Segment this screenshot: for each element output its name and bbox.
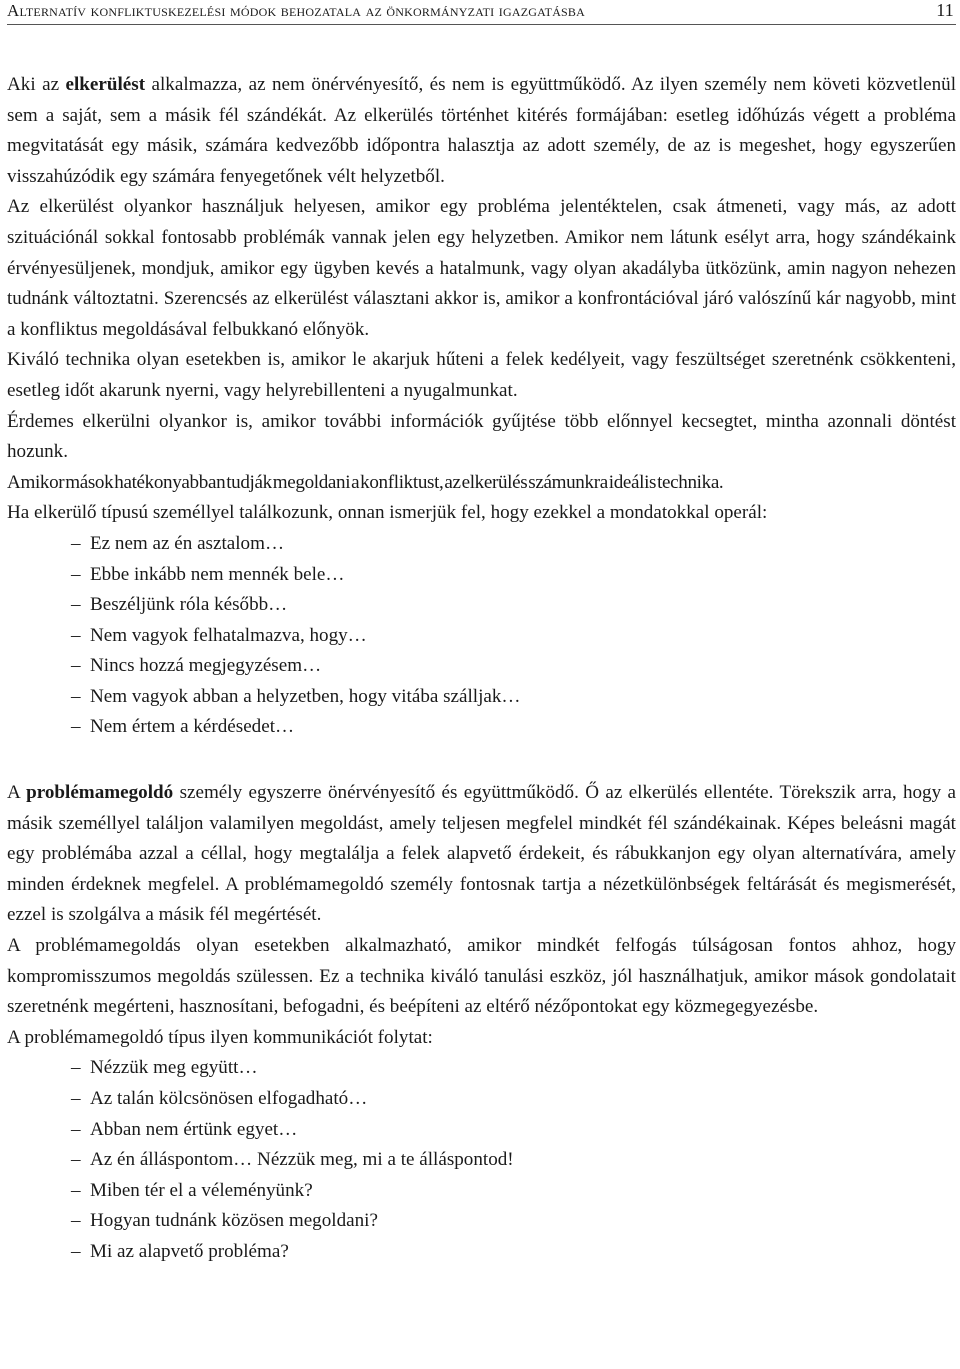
paragraph-avoidance-info: Érdemes elkerülni olyankor is, amikor további információk gyűjtése több előnnyel kecsegtet, mintha azonnali döntést hozunk. — [7, 410, 956, 463]
paragraph-avoidance-intro: Aki az elkerülést alkalmazza, az nem önérvényesítő, és nem is együttműködő. Az ilyen személy nem követi közvetlenül sem a saját, sem a másik fél szándékát. Az elkerülés történhet kitérés formájában: esetleg időhúzás végett a probléma megvitatását egy másik, számára kedvezőbb időpontra halasztja az adott személy, de az is megeshet, hogy egyszerűen visszahúzódik egy számára fenyegetőnek vélt helyzetből. — [7, 74, 957, 187]
list-item: – Abban nem értünk egyet… — [7, 1115, 956, 1146]
paragraph-avoidance-when: Az elkerülést olyankor használjuk helyesen, amikor egy probléma jelentéktelen, csak átmeneti, vagy más, az adott szituációnál sokkal fontosabb problémák vannak jelen egy helyzetben. Amikor nem látunk esélyt arra, hogy szándékaink érvényesüljenek, mondjuk, amikor egy ügyben kevés a hatalmunk, vagy olyan akadályba ütközünk, amin nagyon nehezen tudnánk változtatni. Szerencsés az elkerülést választani akkor is, amikor a konfrontációval járó valószínű kár nagyobb, mint a konfliktus megoldásával felbukkanó előnyök. — [7, 196, 956, 340]
paragraph-avoidance-others: Amikor mások hatékonyabban tudják megoldani a konfliktust, az elkerülés számunkra ideális technika. — [7, 471, 724, 493]
paragraph-avoidance-recognize: Ha elkerülő típusú személlyel találkozunk, onnan ismerjük fel, hogy ezekkel a mondatokkal operál: — [7, 502, 768, 524]
list-item: – Az én álláspontom… Nézzük meg, mi a te álláspontod! — [7, 1145, 956, 1176]
list-item: – Nézzük meg együtt… — [7, 1053, 956, 1084]
list-item: – Hogyan tudnánk közösen megoldani? — [7, 1206, 956, 1237]
list-item: – Nem értem a kérdésedet… — [7, 712, 956, 743]
header-rule — [7, 24, 956, 25]
list-item: – Ez nem az én asztalom… — [7, 529, 956, 560]
term-avoidance: elkerülést — [65, 74, 146, 95]
term-problem-solver: problémamegoldó — [26, 782, 174, 804]
list-item: – Ebbe inkább nem mennék bele… — [7, 560, 956, 591]
page-number: 11 — [936, 0, 954, 20]
paragraph-problem-solver-communication: A problémamegoldó típus ilyen kommunikációt folytat: — [7, 1026, 433, 1048]
avoidance-phrase-list — [7, 529, 956, 743]
running-header — [7, 0, 954, 22]
list-item: – Miben tér el a véleményünk? — [7, 1176, 956, 1207]
list-item: – Mi az alapvető probléma? — [7, 1237, 956, 1268]
problem-solver-phrase-list — [7, 1053, 956, 1267]
list-item: – Nem vagyok felhatalmazva, hogy… — [7, 621, 956, 652]
list-item: – Nincs hozzá megjegyzésem… — [7, 651, 956, 682]
header-title: Alternatív konfliktuskezelési módok behozatala az önkormányzati igazgatásba — [7, 1, 586, 20]
paragraph-problem-solver-intro: A problémamegoldó személy egyszerre önérvényesítő és együttműködő. Ő az elkerülés ellentéte. Törekszik arra, hogy a másik személlyel találjon valamilyen megoldást, amely teljesen megfelel mindkét fél szándékainak. Képes beleásni magát egy problémába azzal a céllal, hogy megtalálja a felek alapvető érdekeit, és rábukkanjon egy olyan alternatívára, amely minden érdeknek megfelel. A problémamegoldó személy fontosnak tartja a nézetkülönbségek feltárását és megismerését, ezzel is szolgálva a másik fél megértését. — [7, 782, 956, 926]
list-item: – Beszéljünk róla később… — [7, 590, 956, 621]
list-item: – Nem vagyok abban a helyzetben, hogy vitába szálljak… — [7, 682, 956, 713]
list-item: – Az talán kölcsönösen elfogadható… — [7, 1084, 956, 1115]
page-body — [7, 70, 956, 1268]
paragraph-avoidance-technique: Kiváló technika olyan esetekben is, amikor le akarjuk hűteni a felek kedélyeit, vagy feszültséget szeretnénk csökkenteni, esetleg időt akarunk nyerni, vagy helyrebillenteni a nyugalmunkat. — [7, 349, 956, 401]
section-gap — [7, 743, 956, 778]
paragraph-problem-solving-when: A problémamegoldás olyan esetekben alkalmazható, amikor mindkét felfogás túlságosan fontos ahhoz, hogy kompromisszumos megoldás szülessen. Ez a technika kiváló tanulási eszköz, jól használhatjuk, amikor mások gondolatait szeretnénk megérteni, hasznosítani, befogadni, és beépíteni az eltérő nézőpontokat egy közmegegyezésbe. — [7, 935, 956, 1018]
